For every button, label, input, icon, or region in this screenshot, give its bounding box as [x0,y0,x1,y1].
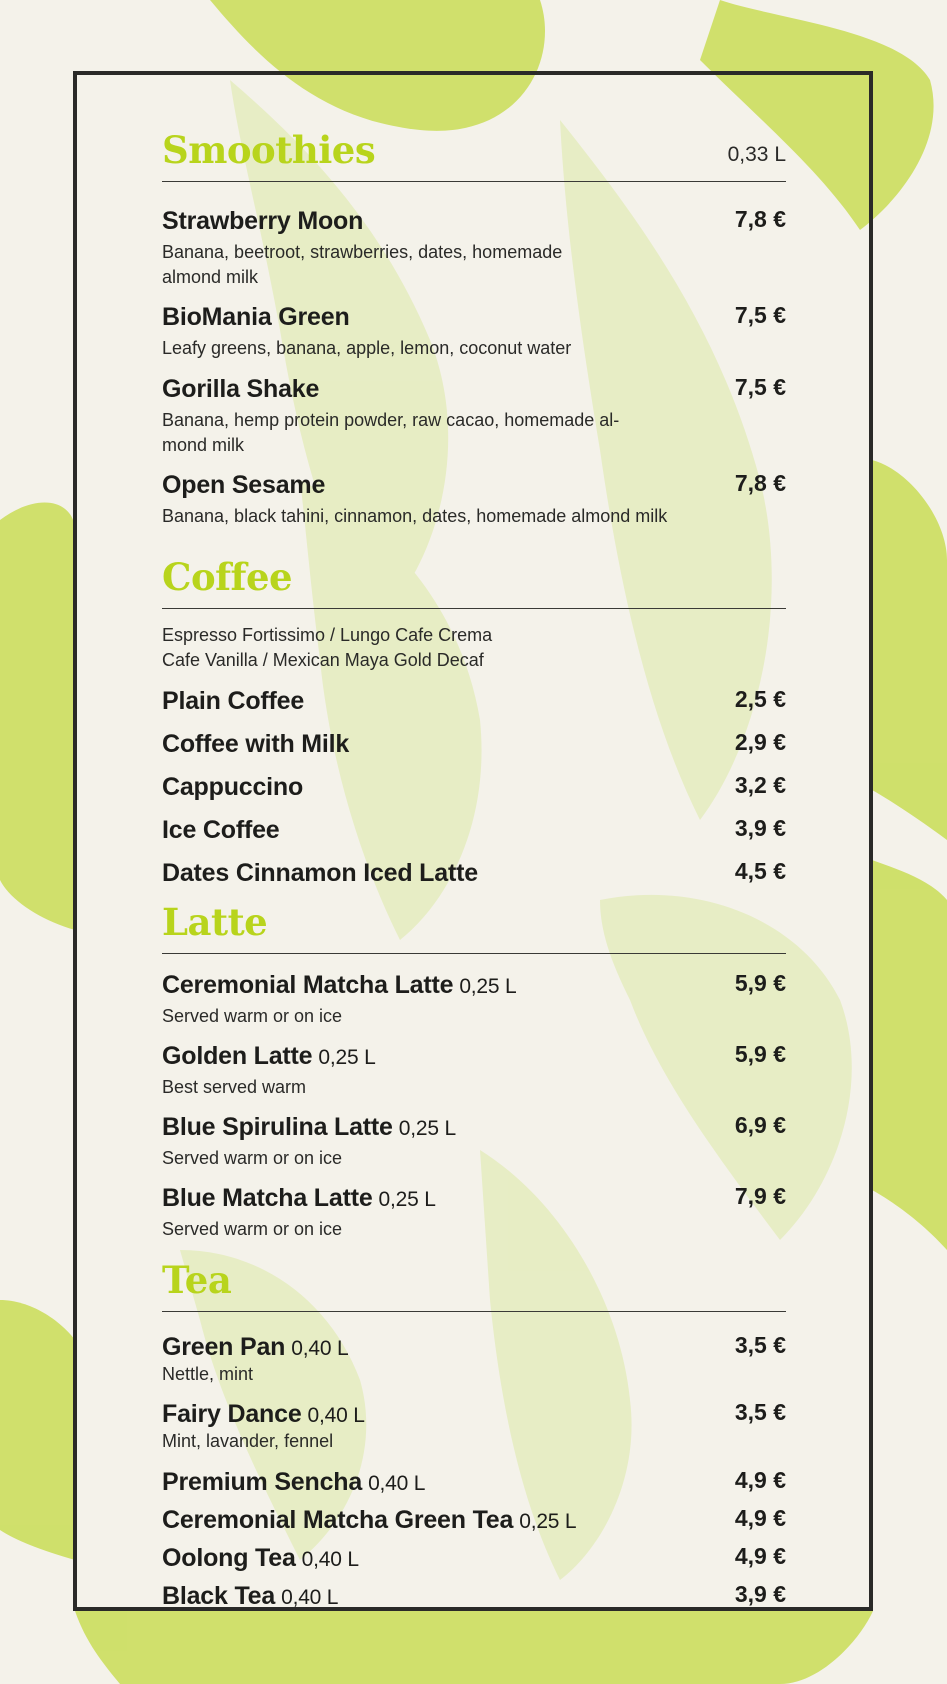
item-name: Fairy Dance [162,1400,302,1429]
item-price: 3,5 € [734,1399,786,1426]
item-name: Golden Latte [162,1041,313,1070]
item-size: 0,40 L [291,1337,349,1361]
section-title: Coffee [162,555,293,600]
item-description: Served warm or on ice [162,1005,343,1026]
item-description: Served warm or on ice [162,1147,343,1168]
item-price: 2,9 € [734,728,786,755]
menu-item [162,1332,786,1387]
menu-item [162,772,786,802]
item-price: 3,5 € [734,1332,786,1359]
item-price: 7,9 € [734,1183,786,1210]
item-price: 3,9 € [734,814,786,841]
item-name: Cappuccino [162,772,304,801]
section-volume: 0,33 L [727,143,786,166]
item-description: Leafy greens, banana, apple, lemon, coconut water [162,338,572,359]
menu-item [162,815,786,845]
item-size: 0,40 L [281,1585,339,1609]
section-smoothies [162,128,786,529]
item-description: Best served warm [162,1076,307,1097]
item-name: Oolong Tea [162,1543,296,1572]
section-header [162,1258,786,1312]
menu-item [162,1505,786,1535]
item-price: 3,2 € [734,771,786,798]
item-description: Mint, lavander, fennel [162,1431,334,1452]
section-header [162,555,786,609]
item-price: 4,9 € [734,1542,786,1569]
section-header [162,128,786,182]
item-description: Banana, black tahini, cinnamon, dates, homemade almond milk [162,505,668,526]
item-name: Plain Coffee [162,686,305,715]
item-description: Nettle, mint [162,1364,254,1385]
section-header [162,899,786,954]
item-name: Blue Matcha Latte [162,1184,373,1213]
item-size: 0,25 L [519,1509,577,1533]
item-name: Ice Coffee [162,815,280,844]
item-name: Dates Cinnamon Iced Latte [162,858,478,887]
section-coffee [162,555,786,887]
menu-item [162,1112,786,1171]
menu-item [162,1581,786,1611]
item-name: Blue Spirulina Latte [162,1112,393,1141]
item-size: 0,40 L [307,1404,365,1428]
item-size: 0,25 L [459,974,517,998]
item-price: 6,9 € [734,1111,786,1138]
menu-item [162,858,786,888]
item-name: Premium Sencha [162,1467,363,1496]
item-size: 0,40 L [301,1547,359,1571]
item-price: 4,9 € [734,1504,786,1531]
item-size: 0,40 L [368,1471,426,1495]
item-name: BioMania Green [162,303,350,332]
menu-content [162,128,786,1611]
item-size: 0,25 L [318,1045,376,1069]
section-title: Tea [162,1258,232,1303]
item-price: 5,9 € [734,969,786,996]
menu-item [162,970,786,1029]
menu-item [162,729,786,759]
item-name: Ceremonial Matcha Latte [162,970,454,999]
menu-item [162,1041,786,1100]
item-description: Banana, beetroot, strawberries, dates, homemade almond milk [162,242,563,288]
item-name: Strawberry Moon [162,207,364,235]
item-name: Black Tea [162,1581,276,1610]
section-latte [162,899,786,1243]
item-price: 4,9 € [734,1466,786,1493]
item-price: 7,8 € [734,206,786,232]
menu-item [162,1183,786,1242]
menu-item [162,374,786,458]
item-size: 0,25 L [398,1116,456,1140]
coffee-intro-line: Cafe Vanilla / Mexican Maya Gold Decaf [162,650,484,671]
menu-item [162,470,786,529]
menu-item [162,302,786,361]
menu-item [162,1467,786,1497]
menu-item [162,206,786,290]
item-name: Gorilla Shake [162,374,320,403]
item-name: Ceremonial Matcha Green Tea [162,1505,514,1534]
item-price: 7,8 € [734,469,786,496]
item-price: 5,9 € [734,1040,786,1067]
item-price: 2,5 € [734,685,786,712]
menu-item [162,1543,786,1573]
item-size: 0,25 L [378,1188,436,1212]
coffee-intro-line: Espresso Fortissimo / Lungo Cafe Crema [162,625,493,646]
item-price: 7,5 € [734,373,786,400]
item-name: Coffee with Milk [162,729,350,758]
item-description: Served warm or on ice [162,1219,343,1240]
item-name: Open Sesame [162,470,326,499]
item-description: Banana, hemp protein powder, raw cacao, homemade al- mond milk [162,409,620,455]
menu-item [162,1399,786,1454]
section-title: Latte [162,899,268,944]
menu-item [162,686,786,716]
item-name: Green Pan [162,1333,286,1362]
item-price: 4,5 € [734,857,786,884]
section-title: Smoothies [162,128,376,172]
section-tea [162,1258,786,1610]
item-price: 7,5 € [734,302,786,329]
item-price: 3,9 € [734,1580,786,1607]
coffee-intro [162,623,786,673]
